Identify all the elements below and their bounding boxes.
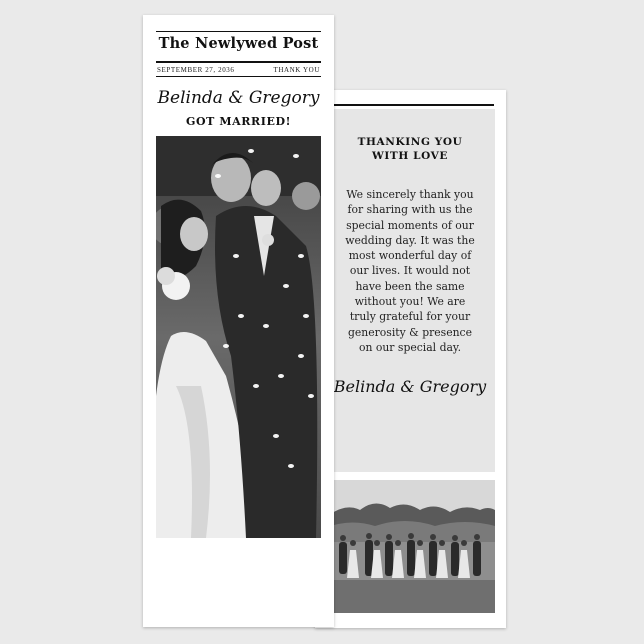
couple-photo (156, 136, 321, 538)
back-title-line1: THANKING YOU (357, 136, 463, 148)
dateline-rule (156, 76, 321, 77)
group-photo (325, 480, 495, 613)
couple-photo-image (156, 136, 321, 538)
masthead-title: The Newlywed Post (158, 35, 319, 52)
masthead-rule-top (156, 31, 321, 32)
front-card (143, 15, 334, 627)
dateline (157, 66, 320, 74)
top-rule (327, 104, 494, 106)
back-title (325, 135, 495, 163)
couple-names: Belinda & Gregory (157, 88, 320, 108)
back-card (315, 90, 506, 628)
message-panel (325, 109, 495, 472)
masthead-rule-bottom (156, 61, 321, 63)
group-photo-image (325, 480, 495, 613)
signature: Belinda & Gregory (333, 377, 487, 396)
thank-you-message: We sincerely thank you for sharing with us the special moments of our wedding day. It was the most wonderful day of our lives. It would not have been the same without you! We are truly grateful for your generosity & presence on our special day. (345, 188, 475, 354)
headline: GOT MARRIED! (185, 115, 292, 128)
issue-tagline: THANK YOU (273, 66, 320, 74)
issue-date: SEPTEMBER 27, 2036 (157, 66, 235, 74)
back-title-line2: WITH LOVE (372, 150, 448, 162)
